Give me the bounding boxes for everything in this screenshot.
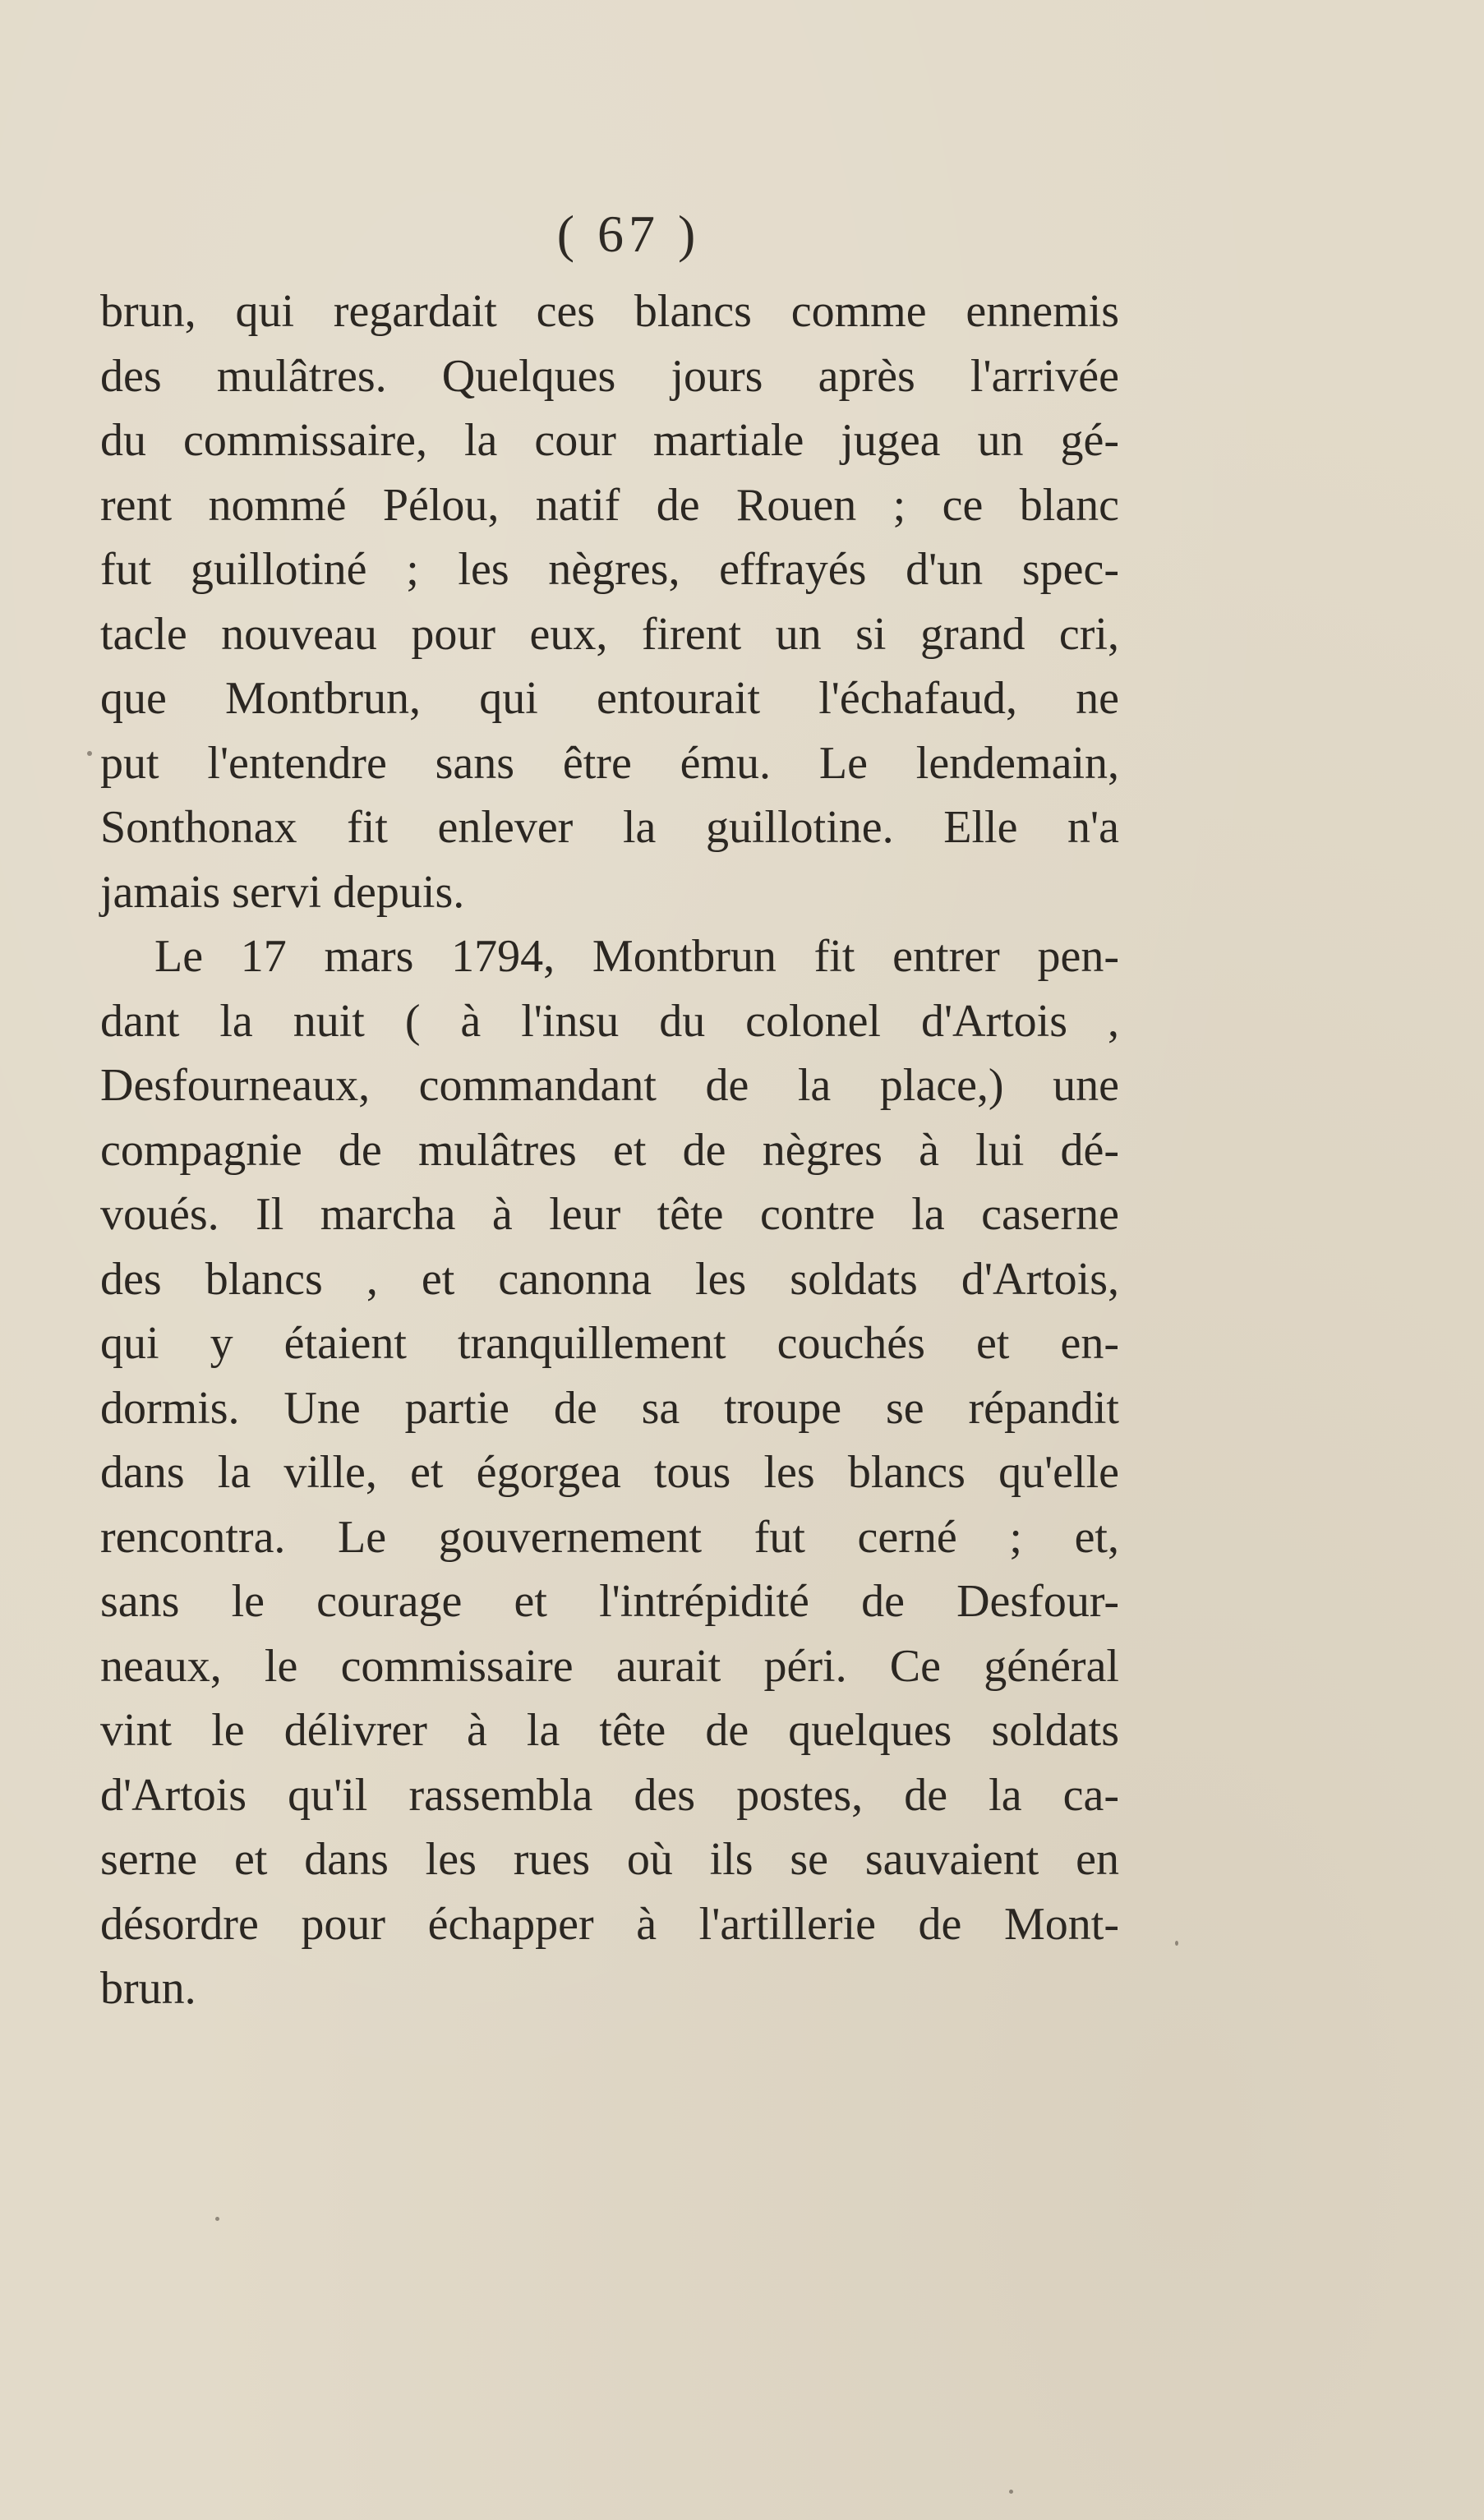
text-line: neaux, le commissaire aurait péri. Ce général [100, 1640, 1119, 1692]
text-line: serne et dans les rues où ils se sauvaient en [100, 1834, 1119, 1885]
text-line: Sonthonax fit enlever la guillotine. Elle n'a [100, 802, 1119, 853]
text-line: jamais servi depuis. [100, 866, 465, 918]
paper-speck [215, 2217, 219, 2221]
text-line: Le 17 mars 1794, Montbrun fit entrer pen- [154, 931, 1119, 982]
text-line: put l'entendre sans être ému. Le lendemain, [100, 737, 1119, 789]
text-line: sans le courage et l'intrépidité de Desfour- [100, 1576, 1119, 1627]
text-line: des mulâtres. Quelques jours après l'arrivée [100, 350, 1119, 402]
text-line: rent nommé Pélou, natif de Rouen ; ce blanc [100, 479, 1119, 531]
text-line: vint le délivrer à la tête de quelques soldats [100, 1705, 1119, 1756]
text-line: qui y étaient tranquillement couchés et en- [100, 1318, 1119, 1369]
text-line: d'Artois qu'il rassembla des postes, de la ca- [100, 1769, 1119, 1821]
text-line: désordre pour échapper à l'artillerie de Mont- [100, 1898, 1119, 1950]
page-number: ( 67 ) [556, 205, 701, 263]
text-line: que Montbrun, qui entourait l'échafaud, ne [100, 673, 1119, 724]
paper-speck [1175, 1941, 1178, 1946]
text-line: tacle nouveau pour eux, firent un si grand cri, [100, 608, 1119, 660]
text-line: compagnie de mulâtres et de nègres à lui dé- [100, 1124, 1119, 1176]
text-line: rencontra. Le gouvernement fut cerné ; et, [100, 1511, 1119, 1563]
text-line: des blancs , et canonna les soldats d'Artois, [100, 1253, 1119, 1305]
text-line: brun, qui regardait ces blancs comme ennemis [100, 286, 1119, 337]
text-line: brun. [100, 1963, 196, 2014]
text-line: dormis. Une partie de sa troupe se répandit [100, 1382, 1119, 1434]
paper-speck [87, 751, 92, 756]
text-line: fut guillotiné ; les nègres, effrayés d'un spec- [100, 544, 1119, 595]
text-line: dans la ville, et égorgea tous les blancs qu'elle [100, 1447, 1119, 1498]
paper-speck [1009, 2490, 1013, 2494]
text-line: dant la nuit ( à l'insu du colonel d'Artois , [100, 995, 1119, 1047]
text-line: du commissaire, la cour martiale jugea un gé- [100, 415, 1119, 466]
text-line: voués. Il marcha à leur tête contre la caserne [100, 1189, 1119, 1240]
text-line: Desfourneaux, commandant de la place,) une [100, 1060, 1119, 1111]
body-text [100, 279, 1119, 2021]
